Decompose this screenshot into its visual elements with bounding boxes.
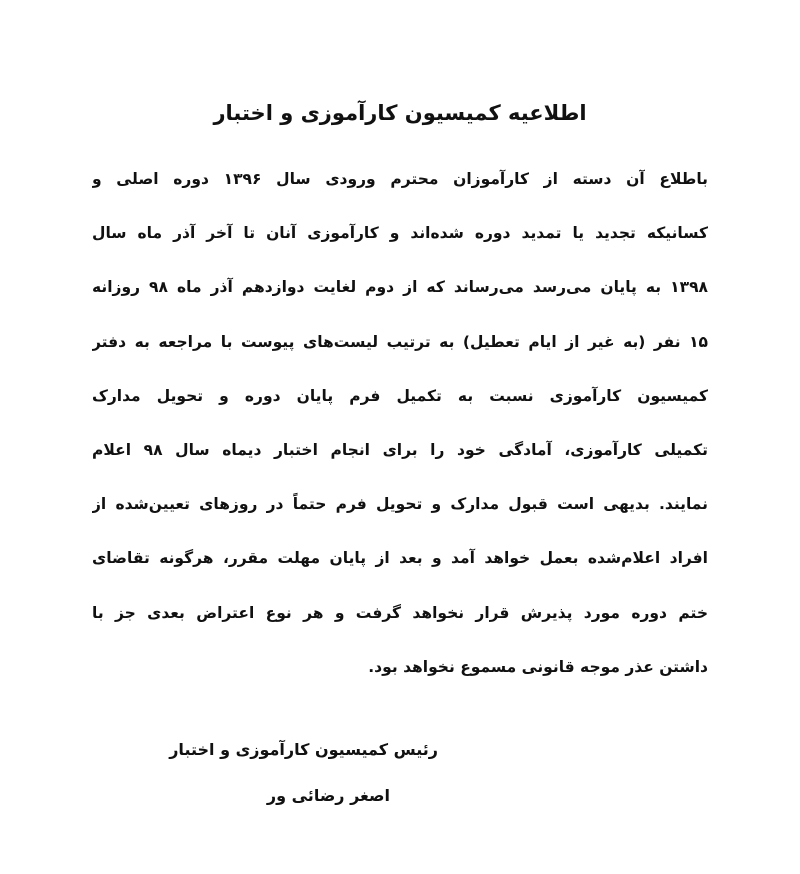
body-line: باطلاع آن دسته از کارآموزان محترم ورودی سال ۱۳۹۶ دوره اصلی و [92, 170, 708, 188]
body-line-last: داشتن عذر موجه قانونی مسموع نخواهد بود. [368, 657, 708, 676]
signature-role: رئیس کمیسیون کارآموزی و اختبار [169, 740, 438, 759]
body-line: نمایند. بدیهی است قبول مدارک و تحویل فرم حتماً در روزهای تعیین‌شده از [92, 495, 708, 514]
body-line: کسانیکه تجدید یا تمدید دوره شده‌اند و کارآموزی آنان تا آخر آذر ماه سال [92, 224, 708, 243]
body-line: ۱۳۹۸ به پایان می‌رسد می‌رساند که از دوم لغایت دوازدهم آذر ماه ۹۸ روزانه [92, 278, 708, 297]
notice-body [92, 164, 708, 706]
body-line: ۱۵ نفر (به غیر از ایام تعطیل) به ترتیب لیست‌های پیوست با مراجعه به دفتر [92, 332, 708, 351]
signature-name: اصغر رضائی ور [266, 786, 390, 805]
body-line: افراد اعلام‌شده بعمل خواهد آمد و بعد از پایان مهلت مقرر، هرگونه تقاضای [92, 549, 708, 568]
signature-block [138, 735, 438, 827]
body-line: ختم دوره مورد پذیرش قرار نخواهد گرفت و هر نوع اعتراض بعدی جز با [92, 603, 708, 622]
notice-title: اطلاعیه کمیسیون کارآموزی و اختبار [213, 101, 587, 125]
body-line: تکمیلی کارآموزی، آمادگی خود را برای انجام اختبار دیماه سال ۹۸ اعلام [92, 440, 708, 459]
body-line: کمیسیون کارآموزی نسبت به تکمیل فرم پایان دوره و تحویل مدارک [92, 386, 708, 405]
